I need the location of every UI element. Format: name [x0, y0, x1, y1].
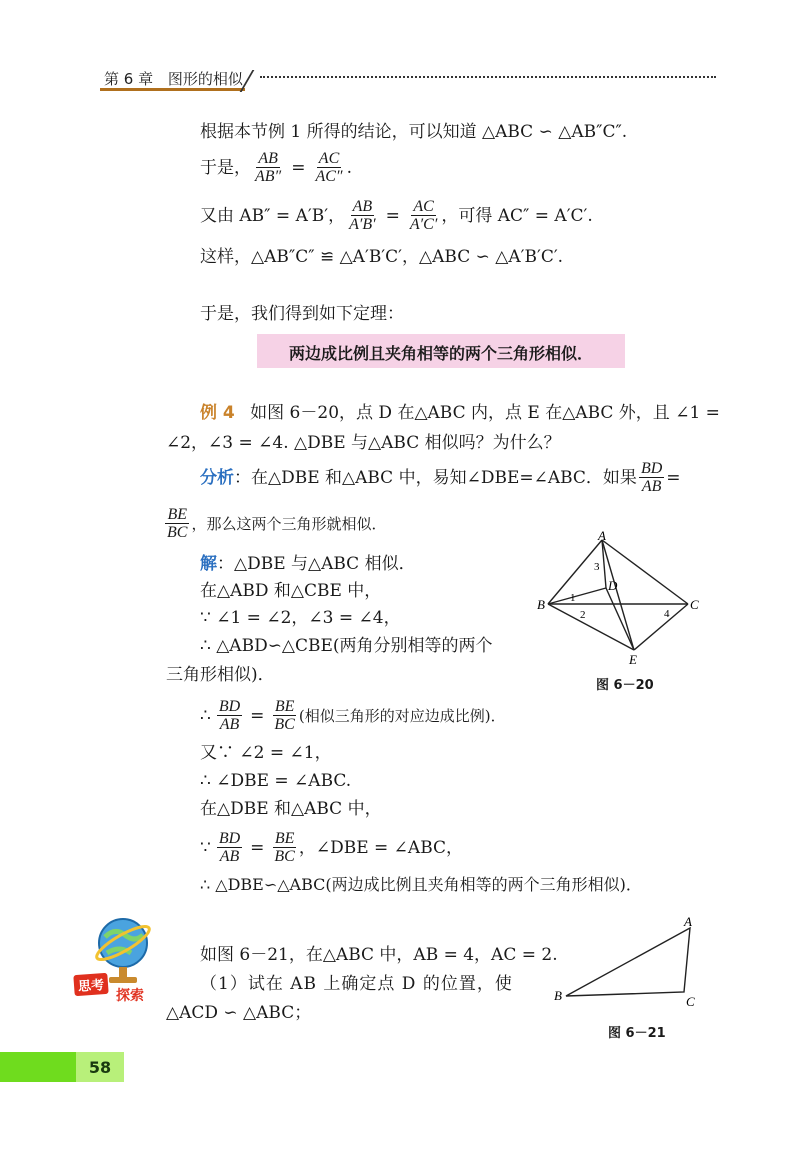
example-line-1 — [200, 402, 720, 424]
chapter-title: 图形的相似 — [167, 70, 243, 88]
figure-6-21 — [550, 912, 720, 1012]
triangle-abc — [566, 928, 690, 996]
example-text-1: 如图 6－20，点 D 在△ABC 内，点 E 在△ABC 外，且 ∠1 = — [250, 403, 720, 423]
solution-line-3: ∵ ∠1 = ∠2，∠3 = ∠4， — [200, 608, 401, 628]
fraction: $\frac{BE}{BC}$ — [274, 698, 295, 733]
intro-line-5: 于是，我们得到如下定理： — [200, 304, 404, 324]
solution-line-6: ∴ $\frac{BD}{AB}$ = $\frac{BE}{BC}$ (相似三角形的对应边成比例)． — [200, 698, 506, 733]
vertex-a: A — [684, 914, 692, 929]
segment-ce — [634, 604, 688, 650]
analysis-label: 分析 — [200, 467, 234, 488]
fraction: $\frac{AC}{AC''}$ — [315, 150, 343, 185]
fraction: $\frac{BD}{AB}$ — [640, 460, 663, 495]
header-underline-brown — [100, 88, 245, 91]
vertex-a: A — [598, 530, 606, 543]
page-number: 58 — [88, 1058, 112, 1077]
chapter-label — [104, 68, 243, 89]
figure-6-20 — [536, 530, 706, 668]
explore-line-2: （1）试在 AB 上确定点 D 的位置，使 — [200, 974, 513, 994]
angle-label-4: 4 — [664, 608, 670, 620]
solution-line-1: 解：△DBE 与△ABC 相似． — [200, 554, 416, 574]
example-line-2: ∠2，∠3 = ∠4. △DBE 与△ABC 相似吗？为什么？ — [166, 433, 561, 453]
chapter-header — [100, 66, 720, 92]
analysis-line-1: 分析 ：在△DBE 和△ABC 中，易知∠DBE=∠ABC．如果 $\frac{BD}{AB}$ = — [200, 460, 681, 495]
angle-label-1: 1 — [570, 592, 576, 604]
solution-line-7: 又∵ ∠2 = ∠1， — [200, 743, 332, 763]
fraction: $\frac{BE}{BC}$ — [167, 506, 188, 541]
vertex-c: C — [686, 994, 695, 1009]
analysis-line-2: $\frac{BE}{BC}$ ，那么这两个三角形就相似． — [167, 506, 387, 541]
solution-line-2: 在△ABD 和△CBE 中， — [200, 581, 382, 601]
solution-line-8: ∴ ∠DBE = ∠ABC. — [200, 771, 352, 791]
vertex-c: C — [690, 597, 699, 612]
fraction: $\frac{BD}{AB}$ — [218, 830, 241, 865]
explore-line-3: △ACD ∽ △ABC； — [166, 1003, 312, 1023]
solution-line-5: 三角形相似)． — [166, 665, 275, 685]
theorem-text: 两边成比例且夹角相等的两个三角形相似． — [288, 344, 593, 363]
fraction: $\frac{BD}{AB}$ — [218, 698, 241, 733]
intro-line-1: 根据本节例 1 所得的结论，可以知道 △ABC ∽ △AB″C″. — [200, 122, 628, 142]
angle-label-3: 3 — [594, 561, 600, 573]
explore-badge-explore: 探索 — [116, 988, 144, 1004]
solution-line-9: 在△DBE 和△ABC 中， — [200, 799, 382, 819]
vertex-e: E — [629, 652, 637, 667]
intro-line-3: 又由 AB″ = A′B′， $\frac{AB}{A'B'}$ = $\frac{AC}{A'C'}$ ，可得 AC″ = A′C′. — [200, 198, 593, 233]
vertex-b: B — [554, 988, 562, 1003]
intro-line-4: 这样，△AB″C″ ≌ △A′B′C′，△ABC ∽ △A′B′C′. — [200, 247, 564, 267]
vertex-b: B — [537, 597, 545, 612]
explore-line-1: 如图 6－21，在△ABC 中，AB = 4，AC = 2. — [200, 945, 558, 965]
fraction: $\frac{AB}{AB''}$ — [255, 150, 282, 185]
solution-label: 解 — [200, 554, 217, 574]
solution-line-4: ∴ △ABD∽△CBE(两角分别相等的两个 — [200, 636, 493, 656]
chapter-number: 第 6 章 — [104, 70, 154, 88]
segment-ae — [602, 540, 634, 650]
explore-badge-think: 思考 — [73, 973, 108, 996]
solution-line-10: ∵ $\frac{BD}{AB}$ = $\frac{BE}{BC}$ ，∠DBE = ∠ABC， — [200, 830, 464, 865]
angle-label-2: 2 — [580, 609, 586, 621]
segment-bd — [548, 588, 606, 604]
segment-be — [548, 604, 634, 650]
figure-6-21-caption: 图 6－21 — [608, 1026, 666, 1041]
solution-line-11: ∴ △DBE∽△ABC(两边成比例且夹角相等的两个三角形相似)． — [200, 875, 642, 894]
segment-de — [606, 588, 634, 650]
fraction: $\frac{AB}{A'B'}$ — [349, 198, 376, 233]
header-dotted-rule — [260, 76, 716, 78]
vertex-d: D — [608, 578, 618, 593]
fraction: $\frac{AC}{A'C'}$ — [409, 198, 438, 233]
fraction: $\frac{BE}{BC}$ — [274, 830, 295, 865]
intro-line-2: 于是， $\frac{AB}{AB''}$ = $\frac{AC}{AC''}$ . — [200, 150, 352, 185]
example-label: 例 4 — [200, 403, 235, 423]
segment-ac — [602, 540, 688, 604]
figure-6-20-caption: 图 6－20 — [596, 678, 654, 693]
